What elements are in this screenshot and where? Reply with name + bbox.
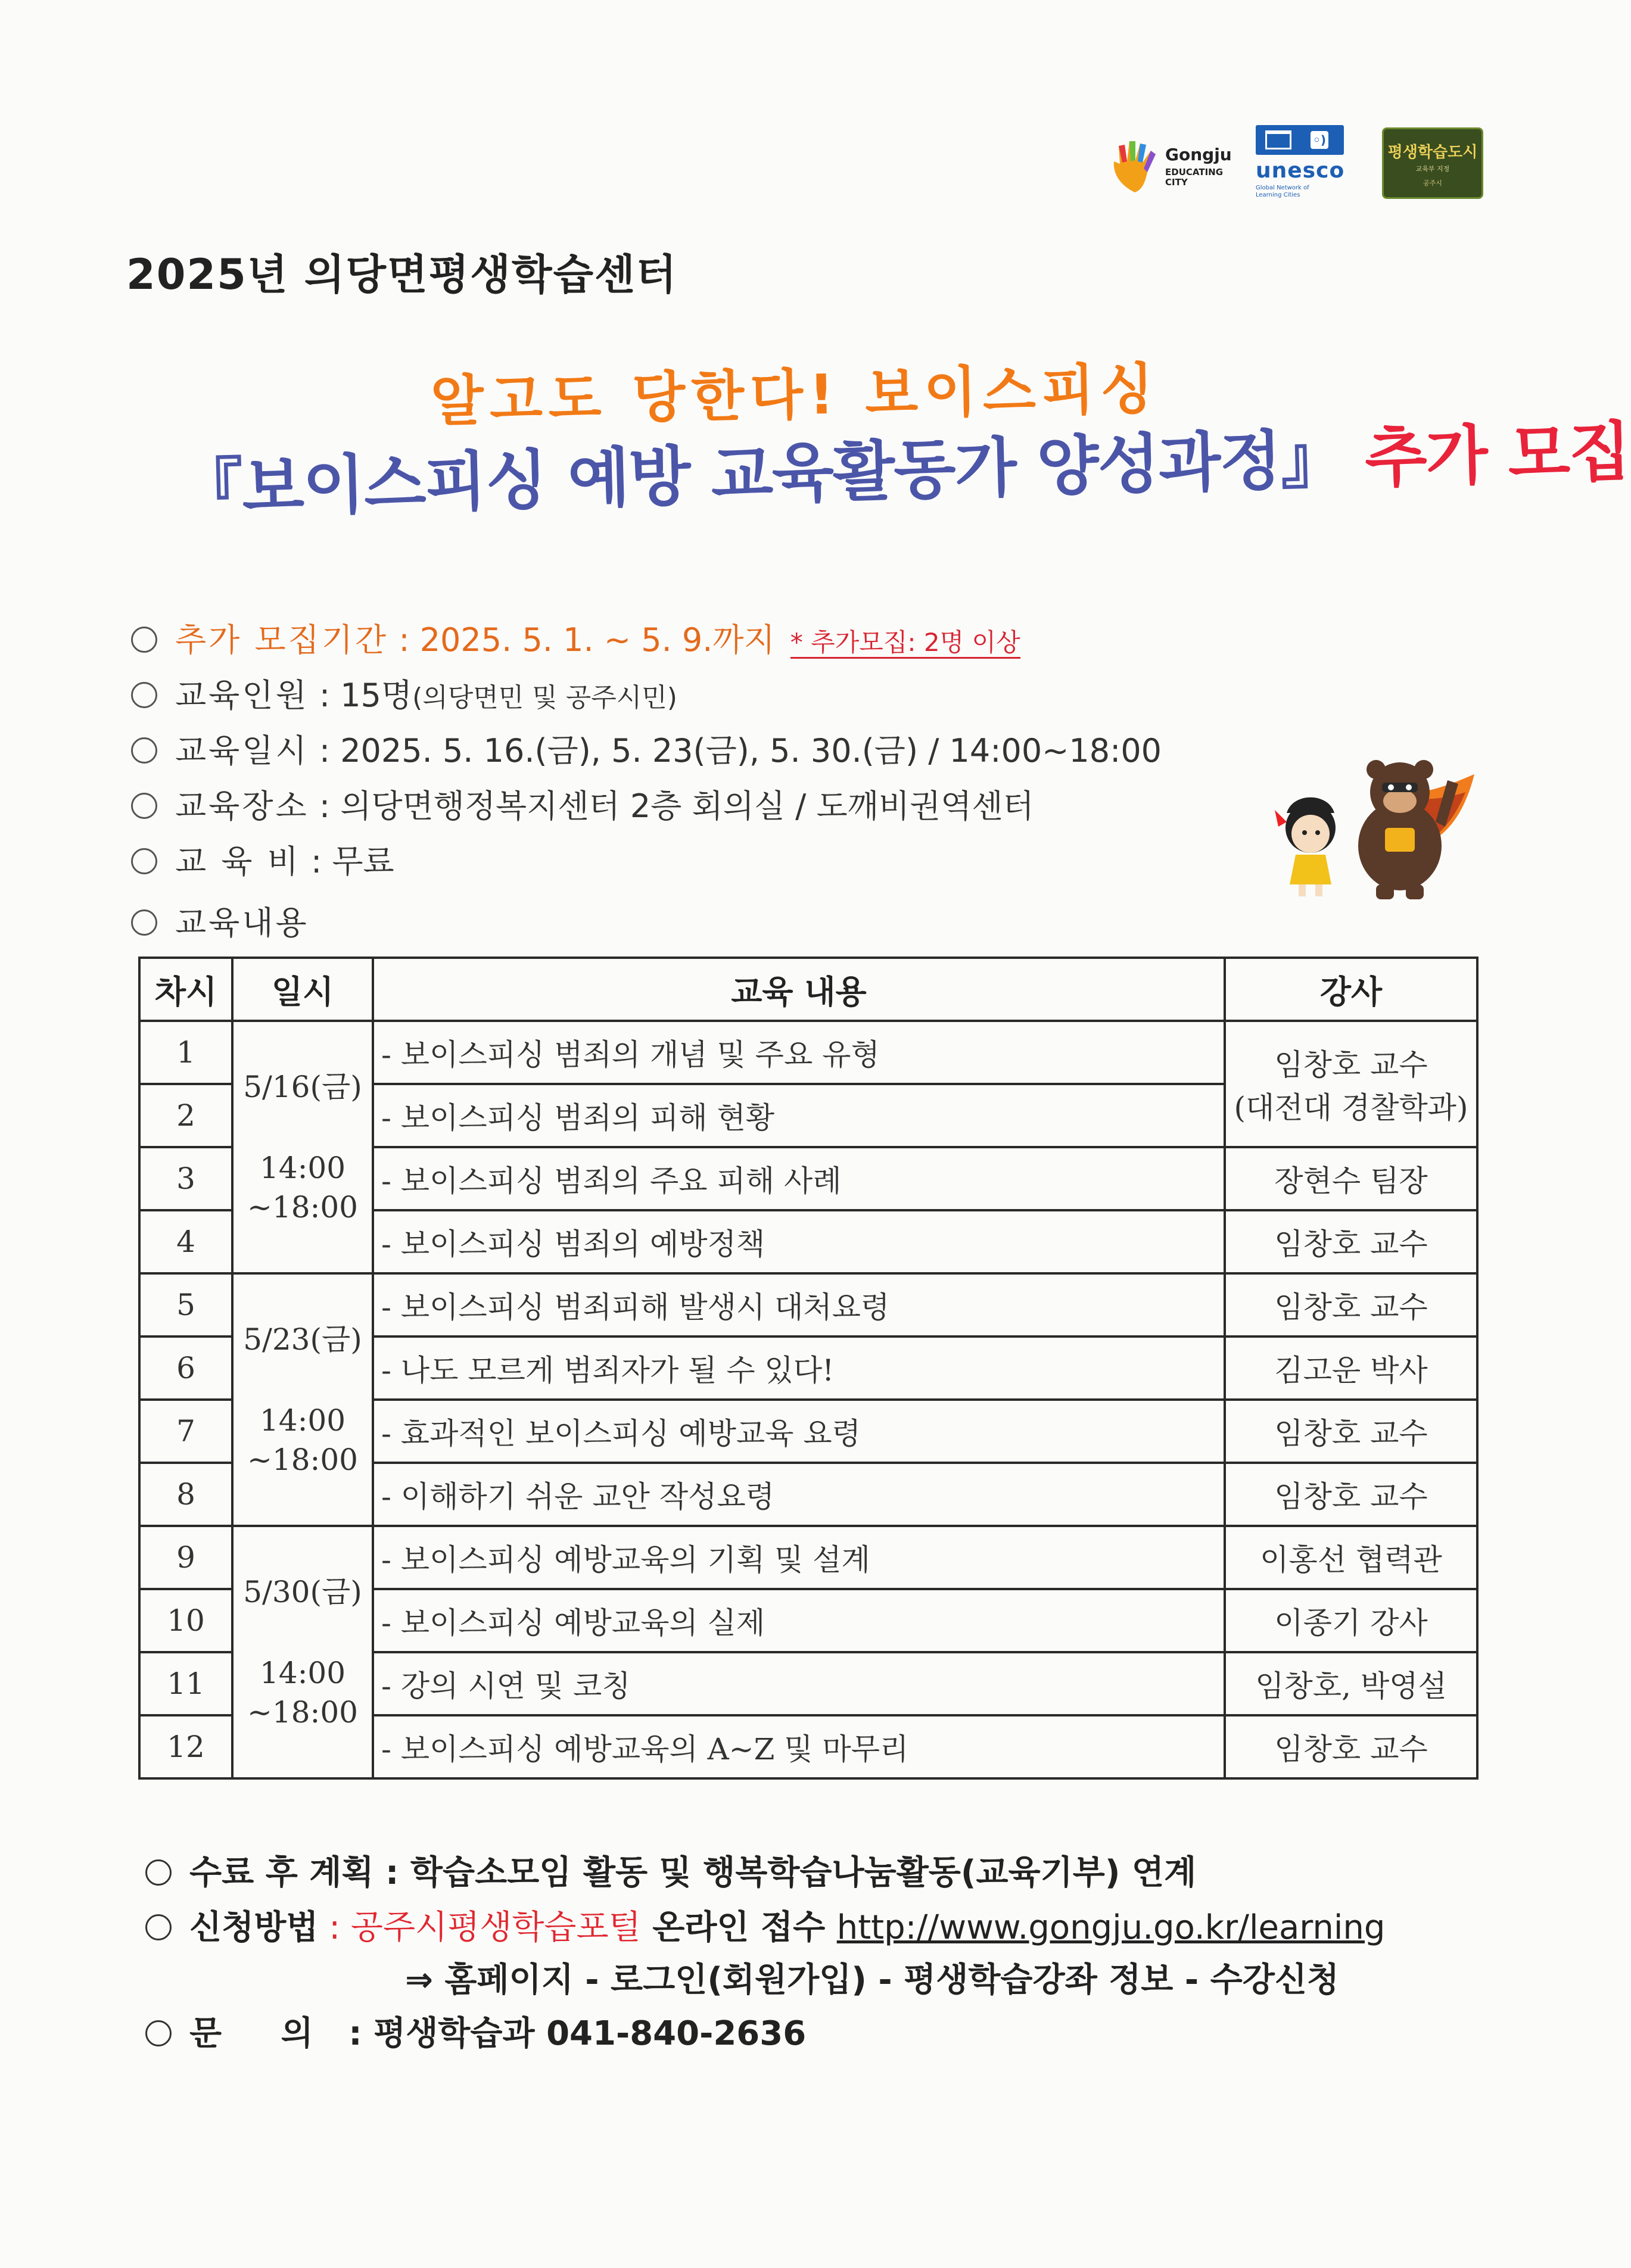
table-row: 10 - 보이스피싱 예방교육의 실제 이종기 강사 bbox=[139, 1589, 1477, 1652]
unesco-logo bbox=[1253, 125, 1355, 202]
header-session: 차시 bbox=[139, 958, 232, 1021]
info-capacity: 교육인원 : 15명(의당면민 및 공주시민) bbox=[131, 670, 677, 716]
gongju-logo-sub: EDUCATING CITY bbox=[1165, 167, 1224, 188]
bullet-circle-icon bbox=[131, 909, 157, 936]
table-row: 8 - 이해하기 쉬운 교안 작성요령 임창호 교수 bbox=[139, 1463, 1477, 1526]
instructor-cell: 임창호 교수 (대전대 경찰학과) bbox=[1225, 1021, 1477, 1147]
header-content: 교육 내용 bbox=[373, 958, 1225, 1021]
bullet-circle-icon bbox=[131, 848, 157, 874]
table-row: 4 - 보이스피싱 범죄의 예방정책 임창호 교수 bbox=[139, 1210, 1477, 1273]
unesco-word: unesco bbox=[1256, 158, 1345, 183]
contact: 문 의 : 평생학습과 041-840-2636 bbox=[145, 2007, 806, 2055]
info-schedule: 교육일시 : 2025. 5. 16.(금), 5. 23(금), 5. 30.(금) / 14:00~18:00 bbox=[131, 725, 1162, 771]
table-row: 12 - 보이스피싱 예방교육의 A~Z 및 마무리 임창호 교수 bbox=[139, 1715, 1477, 1778]
date-cell: 5/16(금) 14:00 ~18:00 bbox=[232, 1021, 373, 1273]
table-row: 1 5/16(금) 14:00 ~18:00 - 보이스피싱 범죄의 개념 및 주요 유형 임창호 교수 (대전대 경찰학과) bbox=[139, 1021, 1477, 1084]
slogan: 알고도 당한다! 보이스피싱 bbox=[429, 357, 1160, 434]
city-logo-sub: 교육부 지정 bbox=[1415, 165, 1450, 173]
date-cell: 5/30(금) 14:00 ~18:00 bbox=[232, 1526, 373, 1778]
city-logo-sub2: 공주시 bbox=[1423, 179, 1442, 187]
date-cell: 5/23(금) 14:00 ~18:00 bbox=[232, 1273, 373, 1526]
table-row: 11 - 강의 시연 및 코칭 임창호, 박영설 bbox=[139, 1652, 1477, 1715]
post-completion-plan: 수료 후 계획 : 학습소모임 활동 및 행복학습나눔활동(교육기부) 연계 bbox=[145, 1846, 1196, 1894]
recruit-note: * 추가모집: 2명 이상 bbox=[790, 628, 1020, 659]
table-row: 2 - 보이스피싱 범죄의 피해 현황 bbox=[139, 1084, 1477, 1147]
header-instructor: 강사 bbox=[1225, 958, 1477, 1021]
unesco-sub: Global Network of Learning Cities bbox=[1256, 185, 1309, 198]
mascot-illustration bbox=[1269, 756, 1477, 905]
apply-method: 신청방법 : 공주시평생학습포털 온라인 접수 http://www.gongju.go.kr/learning bbox=[145, 1901, 1385, 1949]
table-header-row bbox=[139, 958, 1477, 1021]
info-recruit-period: 추가 모집기간 : 2025. 5. 1. ~ 5. 9.까지 * 추가모집: 2명 이상 bbox=[131, 615, 1020, 661]
bullet-circle-icon bbox=[145, 1914, 172, 1940]
recruit-accent: 추가 모집 bbox=[1364, 415, 1631, 496]
organization-title: 2025년 의당면평생학습센터 bbox=[126, 250, 678, 299]
gongju-educating-city-logo bbox=[1108, 134, 1245, 200]
info-location: 교육장소 : 의당면행정복지센터 2층 회의실 / 도깨비권역센터 bbox=[131, 781, 1034, 827]
bullet-circle-icon bbox=[145, 2020, 172, 2046]
table-row: 9 5/30(금) 14:00 ~18:00 - 보이스피싱 예방교육의 기획 및 설계 이홍선 협력관 bbox=[139, 1526, 1477, 1589]
schedule-table bbox=[138, 957, 1479, 1780]
lifelong-learning-city-logo bbox=[1382, 127, 1483, 199]
city-logo-name: 평생학습도시 bbox=[1387, 144, 1478, 161]
learning-portal-link[interactable]: http://www.gongju.go.kr/learning bbox=[836, 1908, 1386, 1947]
table-row: 5 5/23(금) 14:00 ~18:00 - 보이스피싱 범죄피해 발생시 대처요령 임창호 교수 bbox=[139, 1273, 1477, 1336]
bullet-circle-icon bbox=[131, 627, 157, 653]
info-contents: 교육내용 bbox=[131, 898, 309, 943]
gongju-hand-icon bbox=[1108, 138, 1162, 195]
bullet-circle-icon bbox=[131, 793, 157, 819]
bullet-circle-icon bbox=[145, 1859, 172, 1886]
table-row: 7 - 효과적인 보이스피싱 예방교육 요령 임창호 교수 bbox=[139, 1400, 1477, 1463]
gongju-logo-name: Gongju bbox=[1165, 145, 1232, 164]
unesco-temple-icon: ◦) bbox=[1256, 125, 1344, 155]
bullet-circle-icon bbox=[131, 737, 157, 764]
header-date: 일시 bbox=[232, 958, 373, 1021]
table-row: 3 - 보이스피싱 범죄의 주요 피해 사례 장현수 팀장 bbox=[139, 1147, 1477, 1210]
portal-name: 공주시평생학습포털 bbox=[350, 1908, 641, 1947]
apply-steps: ⇒ 홈페이지 - 로그인(회원가입) - 평생학습강좌 정보 - 수강신청 bbox=[405, 1961, 1340, 1999]
program-title: 『보이스피싱 예방 교육활동가 양성과정』 bbox=[178, 422, 1345, 527]
bullet-circle-icon bbox=[131, 682, 157, 708]
info-fee: 교 육 비 : 무료 bbox=[131, 836, 394, 882]
bottom-info bbox=[145, 1846, 1515, 2061]
table-row: 6 - 나도 모르게 범죄자가 될 수 있다! 김고운 박사 bbox=[139, 1336, 1477, 1400]
